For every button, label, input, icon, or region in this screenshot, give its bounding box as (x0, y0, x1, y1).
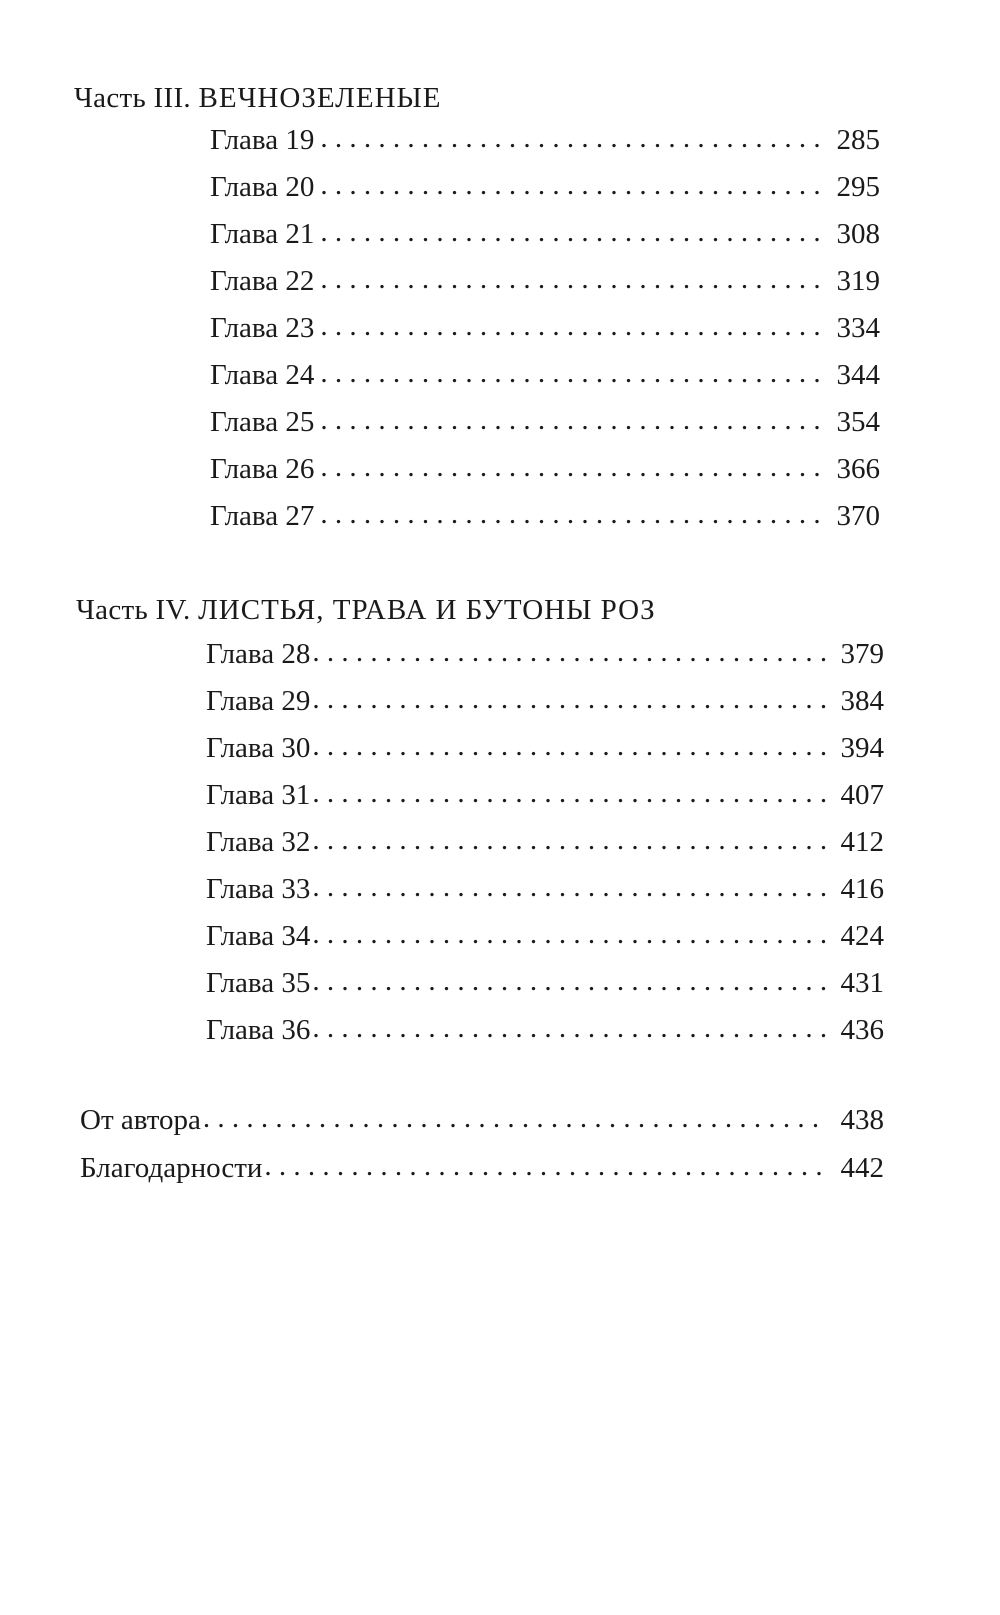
part-3-name: ВЕЧНОЗЕЛЕНЫЕ (198, 82, 442, 114)
toc-entry-chapter-20[interactable] (210, 171, 880, 218)
page-number: 407 (840, 779, 884, 811)
toc-entry-chapter-26[interactable] (210, 453, 880, 500)
chapter-label: Глава 19 (210, 124, 315, 156)
toc-entry-chapter-25[interactable] (210, 406, 880, 453)
toc-entry-chapter-19[interactable] (210, 124, 880, 171)
toc-entry-chapter-33[interactable] (206, 873, 884, 920)
chapter-label: Глава 26 (210, 453, 315, 485)
chapter-label: Глава 27 (210, 500, 315, 532)
dot-leader (312, 965, 828, 998)
page-number: 379 (840, 638, 884, 670)
chapter-label: Глава 35 (206, 967, 311, 999)
toc-entry-chapter-27[interactable] (210, 500, 880, 547)
toc-entry-chapter-23[interactable] (210, 312, 880, 359)
part-4-prefix: Часть IV. (76, 594, 191, 626)
page-number: 285 (836, 124, 880, 156)
chapter-label: Глава 30 (206, 732, 311, 764)
page-number: 436 (840, 1014, 884, 1046)
toc-entry-chapter-36[interactable] (206, 1014, 884, 1061)
chapter-label: Глава 36 (206, 1014, 311, 1046)
toc-entry-acknowledgements[interactable] (80, 1152, 884, 1200)
dot-leader (312, 730, 828, 763)
part-3-prefix: Часть III. (74, 82, 191, 114)
back-matter-label: Благодарности (80, 1152, 263, 1184)
chapter-label: Глава 28 (206, 638, 311, 670)
part-3-heading (74, 82, 442, 115)
dot-leader (312, 918, 828, 951)
page-number: 366 (836, 453, 880, 485)
part-3-entries (210, 124, 880, 547)
part-4-name: ЛИСТЬЯ, ТРАВА И БУТОНЫ РОЗ (198, 594, 656, 626)
part-4-entries (206, 638, 884, 1061)
dot-leader (320, 263, 824, 296)
dot-leader (320, 122, 824, 155)
toc-entry-chapter-32[interactable] (206, 826, 884, 873)
chapter-label: Глава 20 (210, 171, 315, 203)
page-number: 370 (836, 500, 880, 532)
dot-leader (312, 824, 828, 857)
chapter-label: Глава 31 (206, 779, 311, 811)
dot-leader (264, 1150, 828, 1183)
page-number: 412 (840, 826, 884, 858)
chapter-label: Глава 32 (206, 826, 311, 858)
toc-entry-chapter-21[interactable] (210, 218, 880, 265)
toc-entry-chapter-29[interactable] (206, 685, 884, 732)
dot-leader (320, 310, 824, 343)
dot-leader (312, 683, 828, 716)
chapter-label: Глава 22 (210, 265, 315, 297)
page-number: 308 (836, 218, 880, 250)
toc-entry-chapter-30[interactable] (206, 732, 884, 779)
toc-entry-chapter-34[interactable] (206, 920, 884, 967)
dot-leader (312, 777, 828, 810)
dot-leader (320, 451, 824, 484)
page-number: 424 (840, 920, 884, 952)
back-matter-label: От автора (80, 1104, 201, 1136)
dot-leader (203, 1102, 828, 1135)
page-number: 416 (840, 873, 884, 905)
page-number: 344 (836, 359, 880, 391)
page-number: 319 (836, 265, 880, 297)
page-number: 442 (840, 1152, 884, 1184)
chapter-label: Глава 25 (210, 406, 315, 438)
dot-leader (320, 357, 824, 390)
dot-leader (312, 871, 828, 904)
part-4-heading (76, 594, 656, 627)
toc-entry-chapter-24[interactable] (210, 359, 880, 406)
toc-entry-chapter-31[interactable] (206, 779, 884, 826)
dot-leader (312, 636, 828, 669)
dot-leader (320, 216, 824, 249)
page-number: 354 (836, 406, 880, 438)
page-number: 438 (840, 1104, 884, 1136)
page-number: 295 (836, 171, 880, 203)
chapter-label: Глава 21 (210, 218, 315, 250)
page-number: 431 (840, 967, 884, 999)
chapter-label: Глава 24 (210, 359, 315, 391)
page-number: 394 (840, 732, 884, 764)
chapter-label: Глава 33 (206, 873, 311, 905)
back-matter-entries (80, 1104, 884, 1200)
dot-leader (320, 404, 824, 437)
toc-entry-from-author[interactable] (80, 1104, 884, 1152)
toc-entry-chapter-28[interactable] (206, 638, 884, 685)
toc-entry-chapter-22[interactable] (210, 265, 880, 312)
dot-leader (312, 1012, 828, 1045)
page-number: 334 (836, 312, 880, 344)
page-number: 384 (840, 685, 884, 717)
chapter-label: Глава 29 (206, 685, 311, 717)
chapter-label: Глава 23 (210, 312, 315, 344)
dot-leader (320, 169, 824, 202)
toc-entry-chapter-35[interactable] (206, 967, 884, 1014)
chapter-label: Глава 34 (206, 920, 311, 952)
dot-leader (320, 498, 824, 531)
